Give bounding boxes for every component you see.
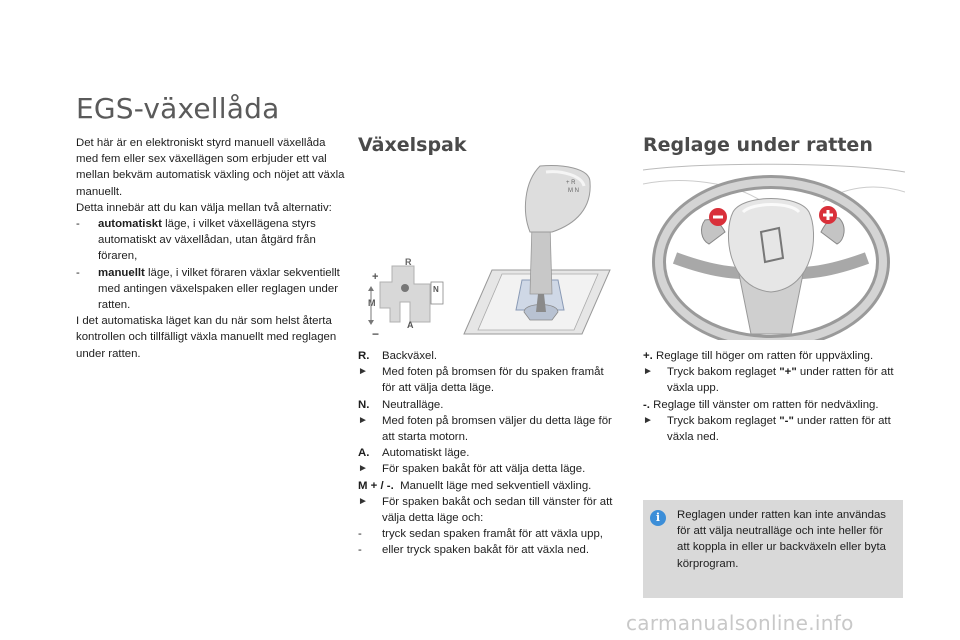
- paddle-minus-instr: ► Tryck bakom reglaget "-" under ratten för att växla ned.: [643, 414, 891, 444]
- bullet-arrow-icon: ►: [358, 414, 368, 426]
- paddle-plus-text: +. Reglage till höger om ratten för uppväxling.: [643, 350, 874, 362]
- lever-description: [358, 348, 620, 559]
- watermark: carmanualsonline.info: [626, 611, 854, 635]
- option-manual-term: manuellt: [98, 266, 145, 279]
- paddle-minus-text: -. Reglage till vänster om ratten för nedväxling.: [643, 398, 879, 411]
- bullet-arrow-icon: ►: [643, 366, 653, 378]
- bullet-arrow-icon: ►: [358, 366, 368, 378]
- svg-text:M N: M N: [568, 188, 579, 194]
- note-text: Reglagen under ratten kan inte användas för att välja neutralläge och inte heller för att koppla in eller ur backväxeln eller byta körprogram.: [677, 509, 886, 570]
- intro-paragraph-2: Detta innebär att du kan välja mellan två alternativ:: [76, 201, 332, 214]
- lever-entry-m-down: - eller tryck spaken bakåt för att växla ned.: [358, 544, 590, 557]
- paddles-description: [643, 348, 905, 445]
- paddle-plus-instr: ► Tryck bakom reglaget "+" under ratten för att växla upp.: [643, 366, 894, 395]
- gear-lever-illustration: [462, 162, 612, 344]
- lever-entry-m: M + / -. Manuellt läge med sekventiell växling.: [358, 479, 592, 492]
- label-a: A: [407, 320, 414, 330]
- steering-wheel-illustration: [643, 162, 905, 340]
- lever-heading: Växelspak: [358, 134, 467, 156]
- label-minus: −: [372, 327, 380, 340]
- bullet-arrow-icon: ►: [358, 463, 368, 475]
- option-manual: - manuellt läge, i vilket föraren växlar sekventiellt med antingen växelspaken eller reglagen under ratten.: [76, 266, 340, 312]
- lever-entry-m-instr: ► För spaken bakåt och sedan till vänster för att välja detta läge och:: [358, 495, 613, 525]
- lever-entry-r-instr: ► Med foten på bromsen för du spaken framåt för att välja detta läge.: [358, 366, 604, 395]
- svg-text:+ R: + R: [566, 180, 576, 186]
- label-n: N: [433, 285, 439, 294]
- lever-entry-a-instr: ► För spaken bakåt för att välja detta läge.: [358, 461, 620, 477]
- label-r: R: [405, 258, 412, 267]
- lever-entry-m-up: - tryck sedan spaken framåt för att växla upp,: [358, 528, 603, 541]
- bullet-arrow-icon: ►: [643, 414, 653, 426]
- lever-entry-n-instr: ► Med foten på bromsen väljer du detta läge för att starta motorn.: [358, 414, 612, 444]
- intro-paragraph-1: Det här är en elektroniskt styrd manuell växellåda med fem eller sex växellägen som erbjuder ett val mellan bekväm automatisk växling och nöjet att växla manuellt.: [76, 137, 345, 198]
- intro-text: [76, 135, 346, 362]
- label-plus: +: [372, 271, 379, 283]
- info-icon: i: [650, 510, 666, 526]
- lever-entry-n: N. Neutralläge.: [358, 398, 444, 411]
- paddles-heading: Reglage under ratten: [643, 134, 873, 156]
- label-m: M: [368, 298, 376, 308]
- bullet-arrow-icon: ►: [358, 495, 368, 507]
- page-title: EGS-växellåda: [76, 92, 280, 125]
- lever-entry-r: R. Backväxel.: [358, 350, 438, 362]
- intro-paragraph-3: I det automatiska läget kan du när som helst återta kontrollen och tillfälligt växla manuellt med reglagen under ratten.: [76, 315, 337, 360]
- option-automatic-term: automatiskt: [98, 218, 162, 231]
- gear-pattern-diagram: [360, 258, 455, 340]
- option-automatic: - automatiskt läge, i vilket växellägena styrs automatiskt av växellådan, utan åtgärd från föraren,: [76, 218, 316, 263]
- lever-entry-a: A. Automatiskt läge.: [358, 447, 470, 460]
